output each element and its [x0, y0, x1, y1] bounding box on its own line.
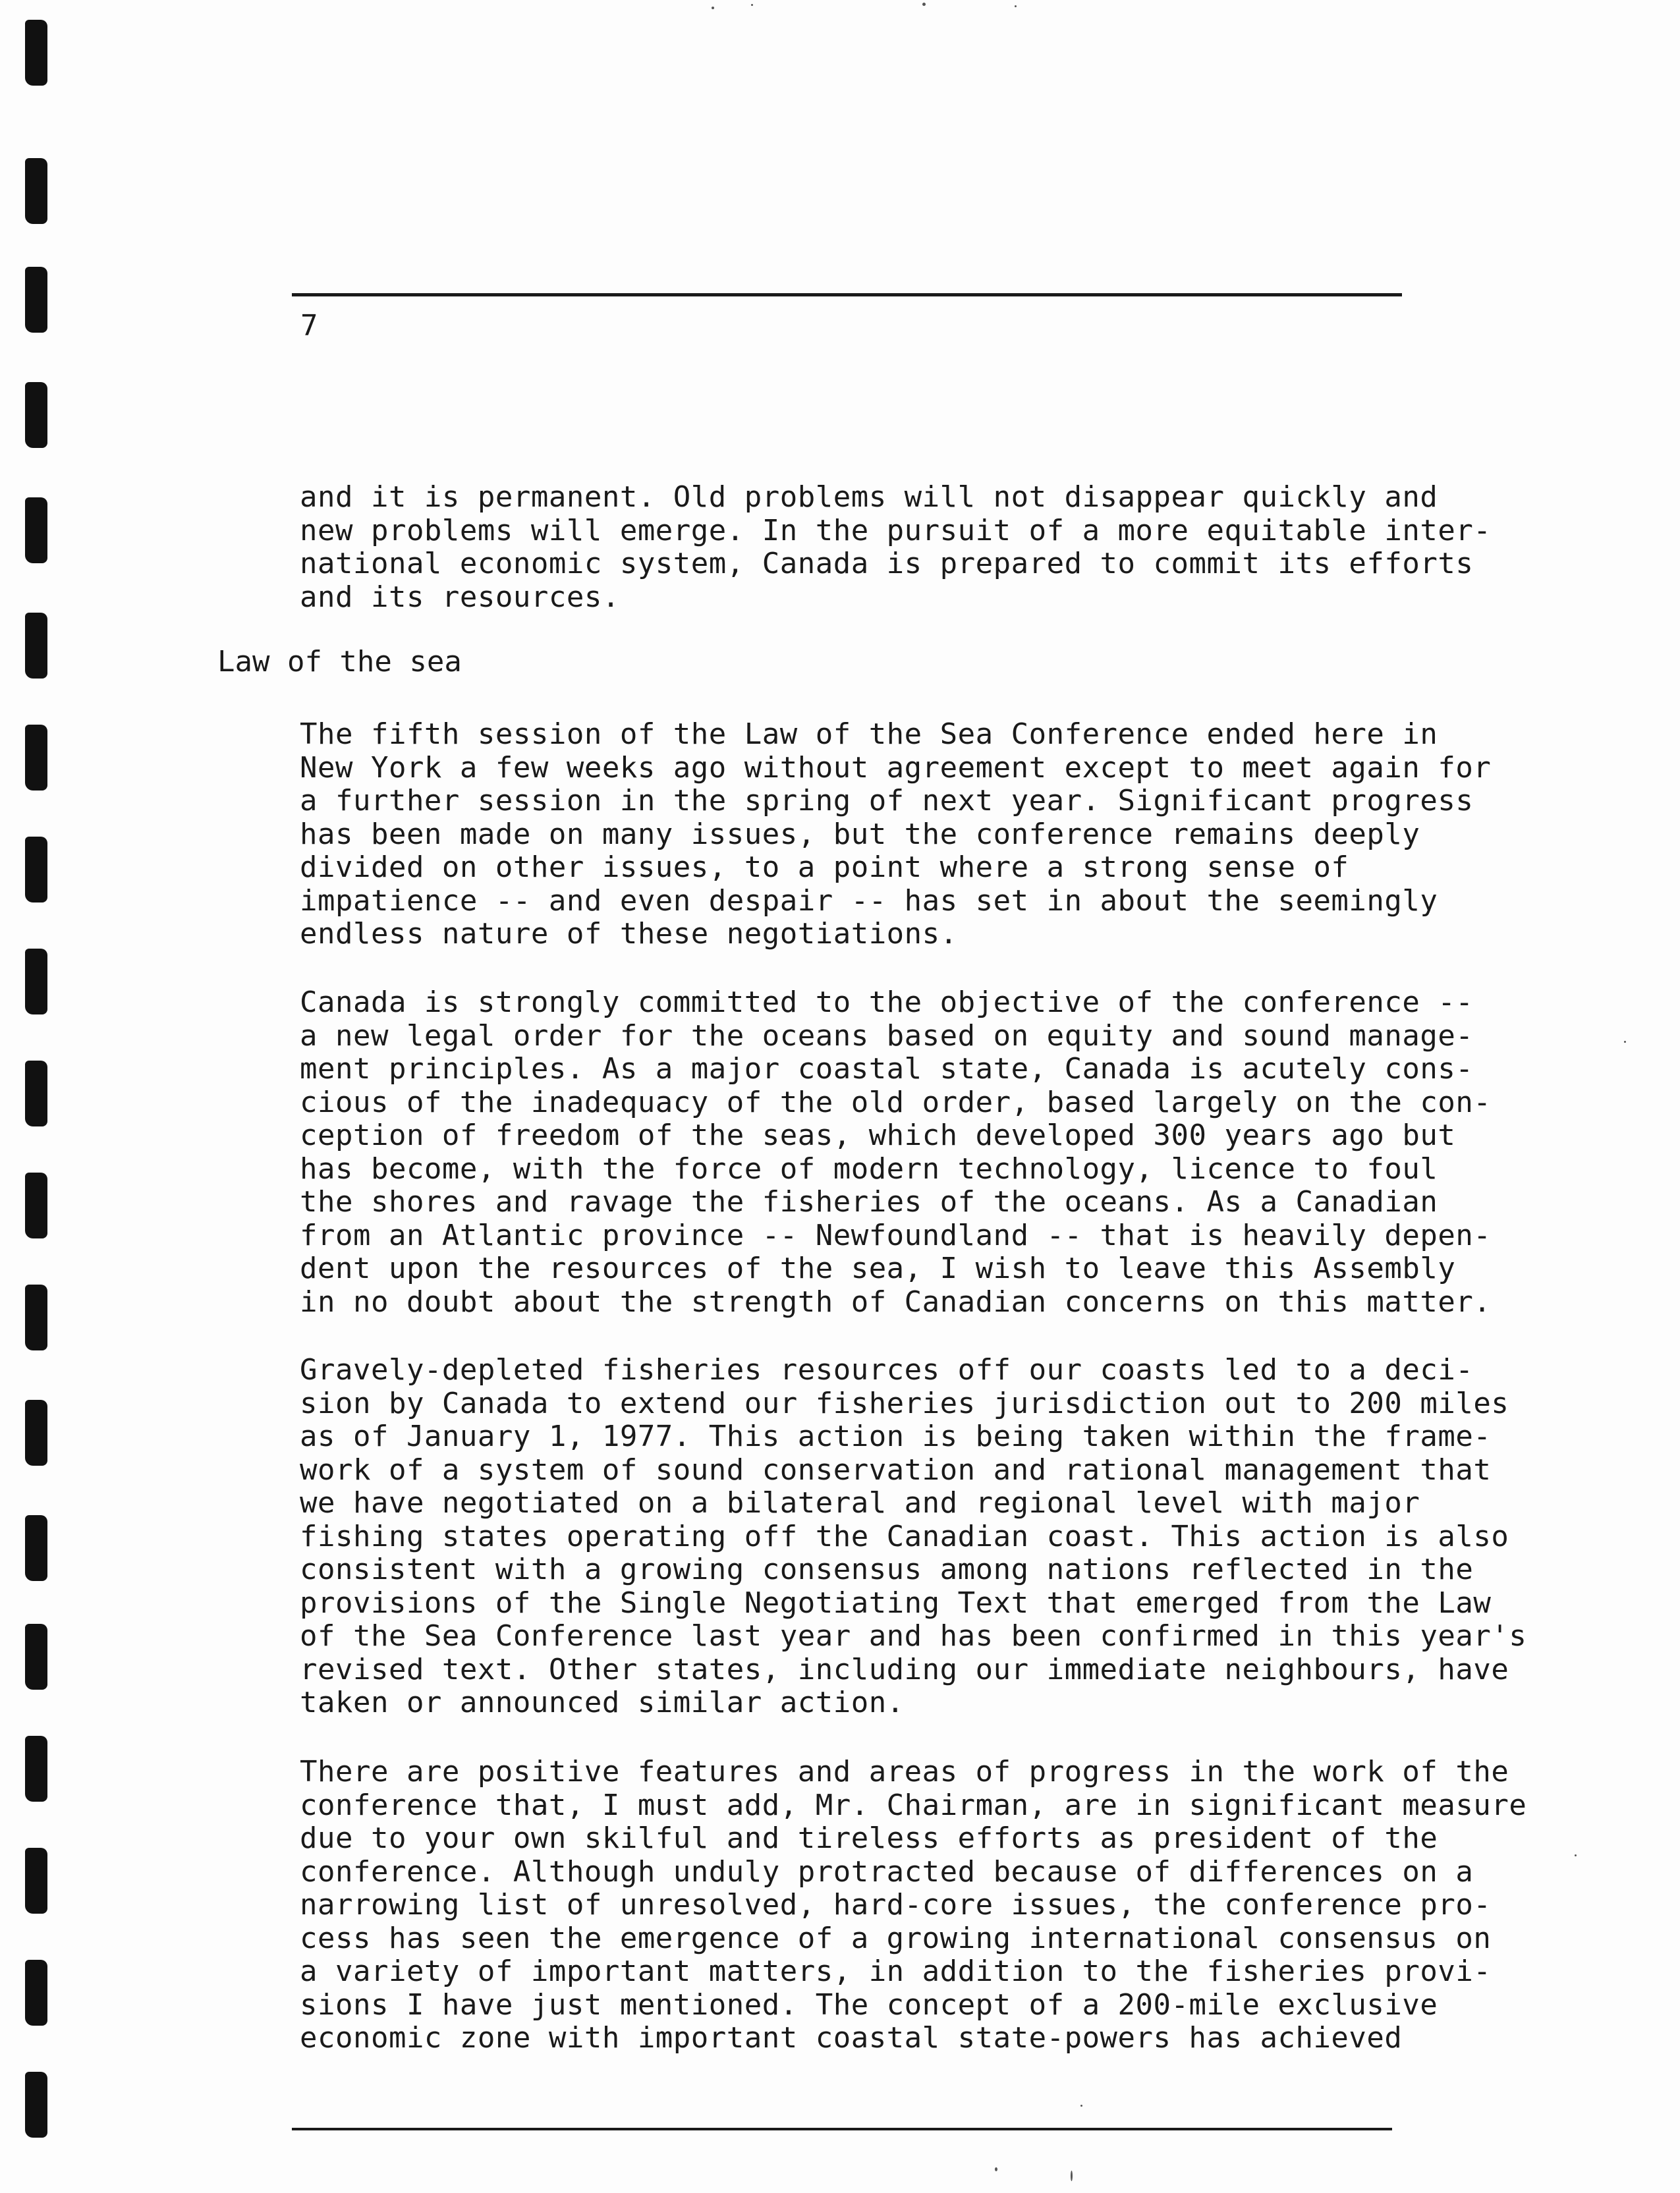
- paragraph: The fifth session of the Law of the Sea Conference ended here in New York a few weeks ago without agreement except to meet again for a further session in the spring of next year. Significant progress has been made on many issues, but the conference remains deeply divided on other issues, to a point where a strong sense of impatience -- and even despair -- has set in about the seemingly endless nature of these negotiations.: [300, 717, 1492, 951]
- binding-mark: [25, 1848, 47, 1914]
- binding-mark: [25, 1285, 47, 1350]
- binding-mark: [25, 1736, 47, 1802]
- section-heading: Law of the sea: [217, 645, 462, 679]
- binding-mark: [25, 158, 47, 224]
- binding-mark: [25, 949, 47, 1014]
- paragraph: There are positive features and areas of progress in the work of the conference that, I must add, Mr. Chairman, are in significant measure due to your own skilful and tireless efforts as president of the conference. Although unduly protracted because of differences on a narrowing list of unresolved, hard-core issues, the conference pro- cess has seen the emergence of a growing international consensus on a variety of important matters, in addition to the fisheries provi- sions I have just mentioned. The concept of a 200-mile exclusive economic zone with important coastal state-powers has achieved: [300, 1755, 1527, 2055]
- top-rule: [292, 293, 1402, 296]
- binding-mark: [25, 20, 47, 86]
- binding-mark: [25, 1173, 47, 1238]
- scan-speck: [1015, 5, 1017, 7]
- binding-mark: [25, 837, 47, 902]
- binding-mark: [25, 382, 47, 448]
- paragraph: Canada is strongly committed to the objective of the conference -- a new legal order for the oceans based on equity and sound manage- ment principles. As a major coastal state, Canada is acutely cons- cious of the inadequacy of the old order, based largely on the con- ception of freedom of the seas, which developed 300 years ago but has become, with the force of modern technology, licence to foul the shores and ravage the fisheries of the oceans. As a Canadian from an Atlantic province -- Newfoundland -- that is heavily depen- dent upon the resources of the sea, I wish to leave this Assembly in no doubt about the strength of Canadian concerns on this matter.: [300, 985, 1492, 1319]
- binding-mark: [25, 613, 47, 679]
- scan-speck: [995, 2167, 997, 2171]
- scan-speck: [712, 7, 714, 9]
- binding-mark: [25, 267, 47, 333]
- scan-speck: [1575, 1854, 1577, 1856]
- scan-speck: [751, 4, 753, 6]
- paragraph: Gravely-depleted fisheries resources off our coasts led to a deci- sion by Canada to extend our fisheries jurisdiction out to 200 miles as of January 1, 1977. This action is being taken within the frame- work of a system of sound conservation and rational management that we have negotiated on a bilateral and regional level with major fishing states operating off the Canadian coast. This action is also consistent with a growing consensus among nations reflected in the provisions of the Single Negotiating Text that emerged from the Law of the Sea Conference last year and has been confirmed in this year's revised text. Other states, including our immediate neighbours, have taken or announced similar action.: [300, 1353, 1527, 1719]
- scan-speck: [1080, 2105, 1082, 2107]
- binding-mark: [25, 497, 47, 563]
- binding-mark: [25, 1061, 47, 1126]
- scan-speck: [922, 3, 926, 6]
- binding-mark: [25, 1400, 47, 1466]
- scan-speck: [1624, 1041, 1626, 1043]
- binding-mark: [25, 1515, 47, 1581]
- paragraph: and it is permanent. Old problems will not disappear quickly and new problems will emerge. In the pursuit of a more equitable inter- national economic system, Canada is prepared to commit its efforts and its resources.: [300, 480, 1492, 614]
- binding-mark: [25, 2072, 47, 2138]
- binding-mark: [25, 725, 47, 791]
- binding-mark: [25, 1960, 47, 2026]
- scan-speck: [1071, 2171, 1073, 2181]
- binding-mark: [25, 1624, 47, 1690]
- page-number: 7: [300, 309, 318, 343]
- bottom-rule: [292, 2128, 1392, 2130]
